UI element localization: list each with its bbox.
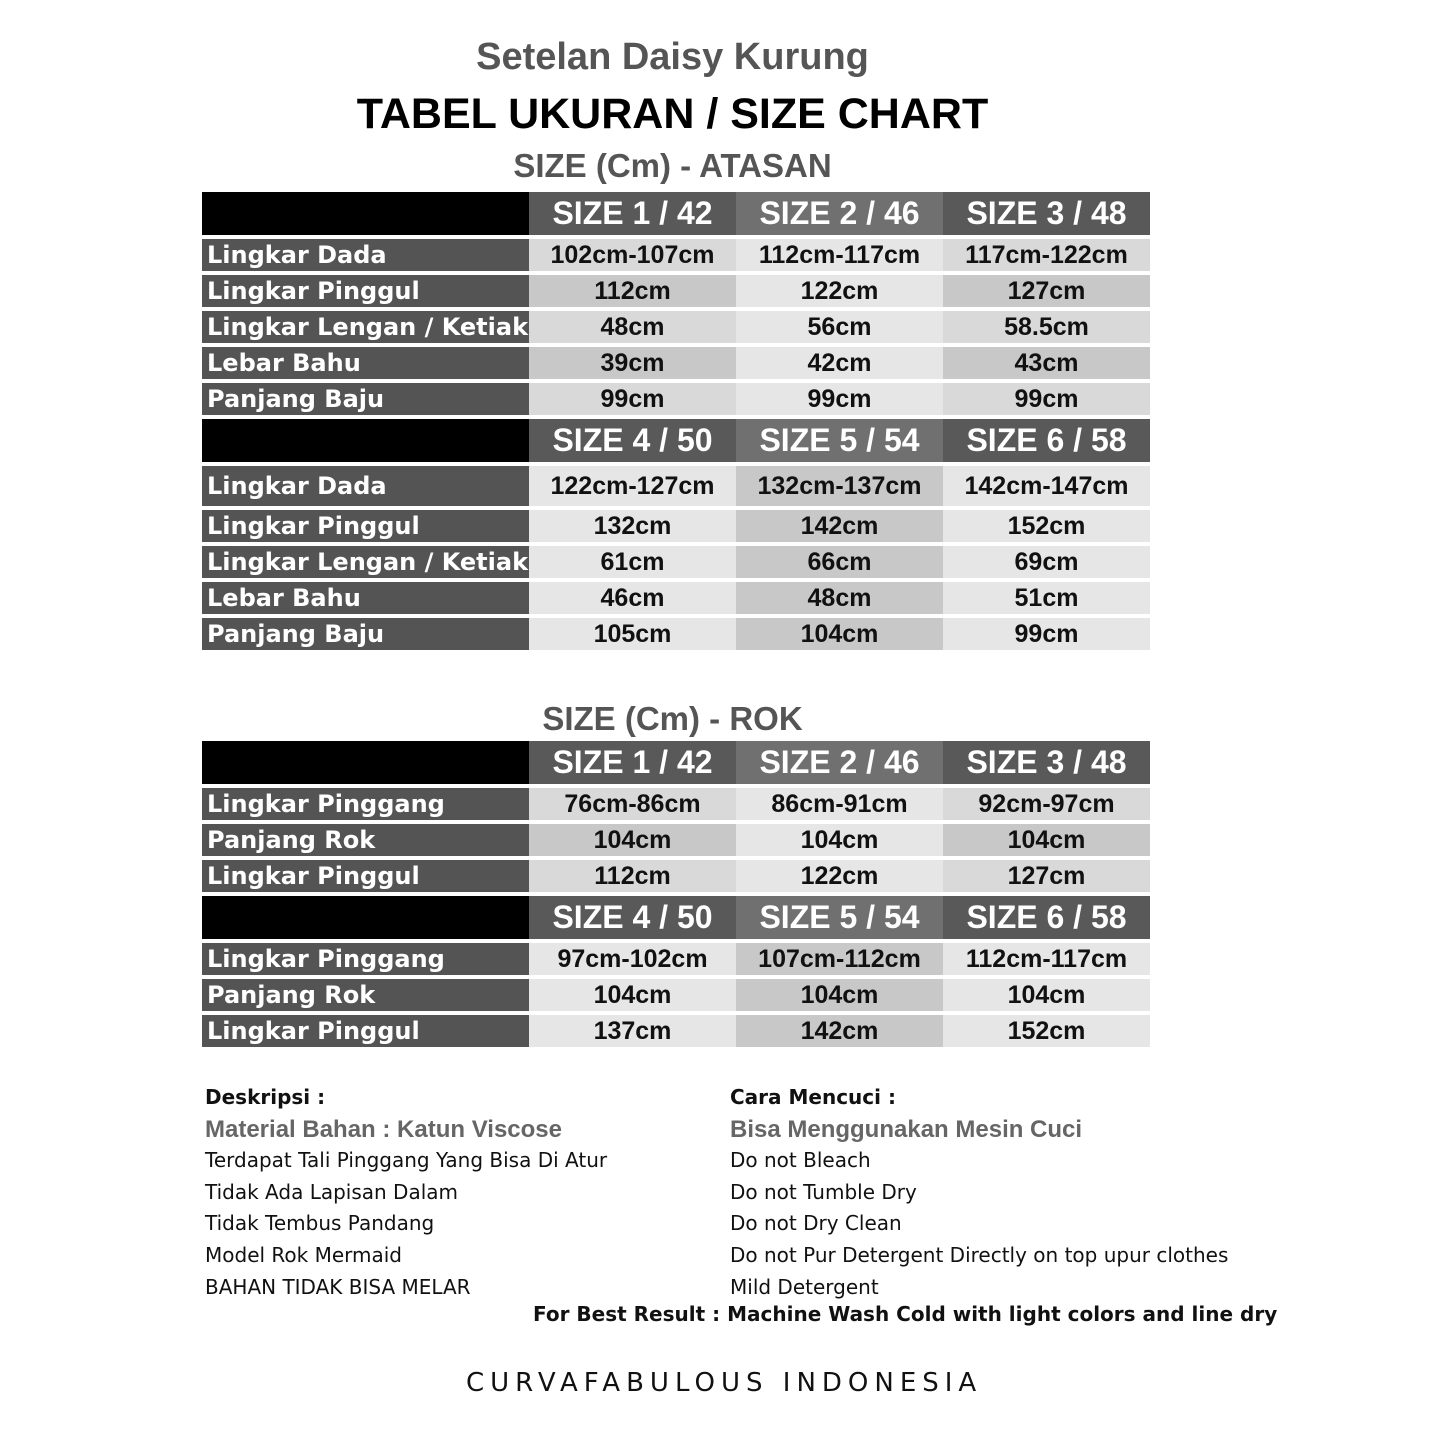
size-value: 48cm <box>529 311 736 343</box>
size-value: 43cm <box>943 347 1150 379</box>
size-value: 58.5cm <box>943 311 1150 343</box>
size-header: SIZE 5 / 54 <box>736 419 943 462</box>
atasan-size-table <box>202 188 1150 654</box>
atasan-section-title: SIZE (Cm) - ATASAN <box>513 147 832 184</box>
size-value: 142cm <box>736 1015 943 1047</box>
washing-line: Do not Bleach <box>730 1148 871 1173</box>
size-value: 127cm <box>943 275 1150 307</box>
row-label: Lebar Bahu <box>202 347 529 379</box>
header-blank-cell <box>202 419 529 462</box>
best-result-note: For Best Result : Machine Wash Cold with light colors and line dry <box>533 1302 1278 1326</box>
size-header: SIZE 3 / 48 <box>943 741 1150 784</box>
washing-heading: Cara Mencuci : <box>730 1085 896 1109</box>
row-label: Lingkar Pinggul <box>202 510 529 542</box>
table-row <box>202 582 1150 614</box>
size-value: 104cm <box>736 979 943 1011</box>
rok-size-table <box>202 737 1150 1051</box>
row-label: Lebar Bahu <box>202 582 529 614</box>
size-value: 104cm <box>529 979 736 1011</box>
washing-highlight: Bisa Menggunakan Mesin Cuci <box>730 1115 1083 1143</box>
size-header: SIZE 4 / 50 <box>529 419 736 462</box>
size-header-row <box>202 741 1150 784</box>
size-value: 51cm <box>943 582 1150 614</box>
size-value: 46cm <box>529 582 736 614</box>
size-header: SIZE 5 / 54 <box>736 896 943 939</box>
size-value: 99cm <box>943 383 1150 415</box>
table-row <box>202 239 1150 271</box>
description-line: Model Rok Mermaid <box>205 1242 403 1267</box>
size-header: SIZE 2 / 46 <box>736 192 943 235</box>
size-header: SIZE 1 / 42 <box>529 741 736 784</box>
size-value: 76cm-86cm <box>529 788 736 820</box>
row-label: Lingkar Pinggul <box>202 860 529 892</box>
size-value: 104cm <box>736 618 943 650</box>
size-value: 107cm-112cm <box>736 943 943 975</box>
size-header: SIZE 6 / 58 <box>943 896 1150 939</box>
size-header: SIZE 4 / 50 <box>529 896 736 939</box>
table-row <box>202 311 1150 343</box>
size-value: 122cm <box>736 275 943 307</box>
washing-line: Do not Pur Detergent Directly on top upur clothes <box>730 1242 1229 1267</box>
washing-block <box>730 1082 1330 1303</box>
table-row <box>202 824 1150 856</box>
washing-line: Do not Tumble Dry <box>730 1179 917 1204</box>
size-value: 48cm <box>736 582 943 614</box>
size-value: 152cm <box>943 510 1150 542</box>
size-value: 104cm <box>736 824 943 856</box>
size-header: SIZE 3 / 48 <box>943 192 1150 235</box>
washing-line: Do not Dry Clean <box>730 1211 902 1236</box>
table-row <box>202 1015 1150 1047</box>
header-blank-cell <box>202 741 529 784</box>
description-line: Tidak Tembus Pandang <box>205 1211 435 1236</box>
size-value: 105cm <box>529 618 736 650</box>
size-value: 104cm <box>529 824 736 856</box>
size-value: 142cm-147cm <box>943 466 1150 506</box>
row-label: Lingkar Dada <box>202 239 529 271</box>
size-value: 39cm <box>529 347 736 379</box>
product-title: Setelan Daisy Kurung <box>476 36 869 78</box>
size-header-row <box>202 192 1150 235</box>
size-value: 102cm-107cm <box>529 239 736 271</box>
size-value: 112cm-117cm <box>736 239 943 271</box>
table-row <box>202 943 1150 975</box>
size-value: 137cm <box>529 1015 736 1047</box>
size-header: SIZE 6 / 58 <box>943 419 1150 462</box>
size-value: 117cm-122cm <box>943 239 1150 271</box>
description-line: Tidak Ada Lapisan Dalam <box>205 1179 458 1204</box>
row-label: Lingkar Pinggul <box>202 275 529 307</box>
size-value: 56cm <box>736 311 943 343</box>
size-header: SIZE 1 / 42 <box>529 192 736 235</box>
description-line: BAHAN TIDAK BISA MELAR <box>205 1274 471 1299</box>
table-row <box>202 510 1150 542</box>
size-value: 122cm <box>736 860 943 892</box>
table-row <box>202 546 1150 578</box>
size-value: 42cm <box>736 347 943 379</box>
row-label: Lingkar Dada <box>202 466 529 506</box>
size-value: 86cm-91cm <box>736 788 943 820</box>
row-label: Lingkar Pinggang <box>202 788 529 820</box>
size-value: 99cm <box>736 383 943 415</box>
row-label: Panjang Rok <box>202 824 529 856</box>
description-heading: Deskripsi : <box>205 1085 326 1109</box>
size-value: 112cm <box>529 275 736 307</box>
size-value: 92cm-97cm <box>943 788 1150 820</box>
row-label: Lingkar Pinggul <box>202 1015 529 1047</box>
size-value: 61cm <box>529 546 736 578</box>
brand-name: CURVAFABULOUS INDONESIA <box>466 1368 983 1398</box>
table-row <box>202 466 1150 506</box>
size-value: 104cm <box>943 979 1150 1011</box>
page-title: TABEL UKURAN / SIZE CHART <box>356 90 989 138</box>
size-value: 97cm-102cm <box>529 943 736 975</box>
size-value: 122cm-127cm <box>529 466 736 506</box>
size-value: 152cm <box>943 1015 1150 1047</box>
row-label: Lingkar Pinggang <box>202 943 529 975</box>
table-row <box>202 860 1150 892</box>
rok-section-title: SIZE (Cm) - ROK <box>542 700 803 737</box>
material-text: Material Bahan : Katun Viscose <box>205 1115 562 1143</box>
row-label: Panjang Rok <box>202 979 529 1011</box>
size-value: 142cm <box>736 510 943 542</box>
table-row <box>202 788 1150 820</box>
size-value: 112cm-117cm <box>943 943 1150 975</box>
header-blank-cell <box>202 192 529 235</box>
size-header: SIZE 2 / 46 <box>736 741 943 784</box>
size-value: 112cm <box>529 860 736 892</box>
size-value: 66cm <box>736 546 943 578</box>
description-line: Terdapat Tali Pinggang Yang Bisa Di Atur <box>205 1148 608 1173</box>
table-row <box>202 383 1150 415</box>
size-value: 127cm <box>943 860 1150 892</box>
row-label: Panjang Baju <box>202 618 529 650</box>
description-block <box>205 1082 705 1303</box>
table-row <box>202 618 1150 650</box>
washing-line: Mild Detergent <box>730 1274 879 1299</box>
size-header-row <box>202 896 1150 939</box>
size-value: 99cm <box>529 383 736 415</box>
row-label: Lingkar Lengan / Ketiak <box>202 311 529 343</box>
table-row <box>202 275 1150 307</box>
size-value: 132cm-137cm <box>736 466 943 506</box>
size-value: 69cm <box>943 546 1150 578</box>
table-row <box>202 347 1150 379</box>
size-value: 99cm <box>943 618 1150 650</box>
row-label: Lingkar Lengan / Ketiak <box>202 546 529 578</box>
row-label: Panjang Baju <box>202 383 529 415</box>
size-value: 132cm <box>529 510 736 542</box>
table-row <box>202 979 1150 1011</box>
size-value: 104cm <box>943 824 1150 856</box>
size-header-row <box>202 419 1150 462</box>
header-blank-cell <box>202 896 529 939</box>
